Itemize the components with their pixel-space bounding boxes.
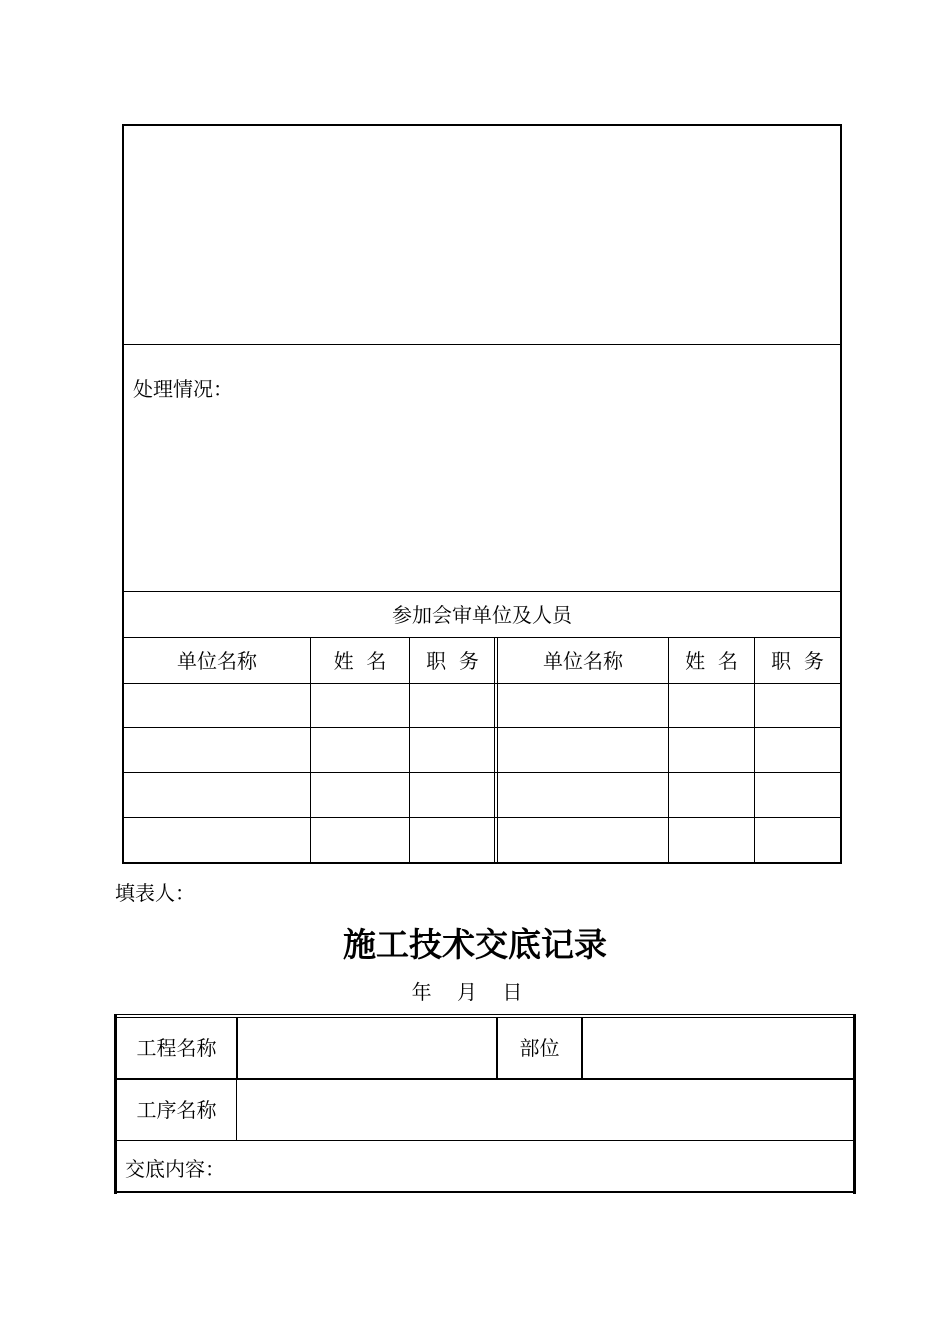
form-bottom-border [114, 1191, 856, 1193]
location-field[interactable] [583, 1018, 853, 1078]
location-label: 部位 [519, 1036, 560, 1060]
participants-title: 参加会审单位及人员 [392, 602, 572, 627]
table-row[interactable] [124, 773, 840, 817]
form-right-border [853, 1014, 856, 1194]
header-position: 职 务 [426, 648, 479, 673]
divider [124, 344, 840, 345]
header-unit-name: 单位名称 [543, 648, 623, 673]
content-label: 交底内容： [125, 1157, 225, 1181]
content-field[interactable] [230, 1142, 852, 1190]
disclosure-title: 施工技术交底记录 [343, 924, 607, 964]
header-position: 职 务 [771, 648, 824, 673]
handling-input-area[interactable] [124, 405, 840, 590]
table-row[interactable] [124, 728, 840, 772]
project-name-field[interactable] [238, 1018, 496, 1078]
process-name-field[interactable] [237, 1080, 853, 1140]
review-content-area[interactable] [124, 126, 840, 344]
table-row[interactable] [124, 684, 840, 727]
row-line [117, 1140, 853, 1141]
header-person-name: 姓 名 [333, 648, 387, 673]
header-unit-name: 单位名称 [177, 648, 257, 673]
process-name-label: 工序名称 [136, 1098, 217, 1122]
filler-label: 填表人： [115, 881, 195, 905]
handling-label: 处理情况： [133, 377, 233, 401]
date-line: 年 月 日 [411, 980, 523, 1004]
project-name-label: 工程名称 [136, 1036, 217, 1060]
table-row[interactable] [124, 818, 840, 862]
header-person-name: 姓 名 [685, 648, 738, 673]
